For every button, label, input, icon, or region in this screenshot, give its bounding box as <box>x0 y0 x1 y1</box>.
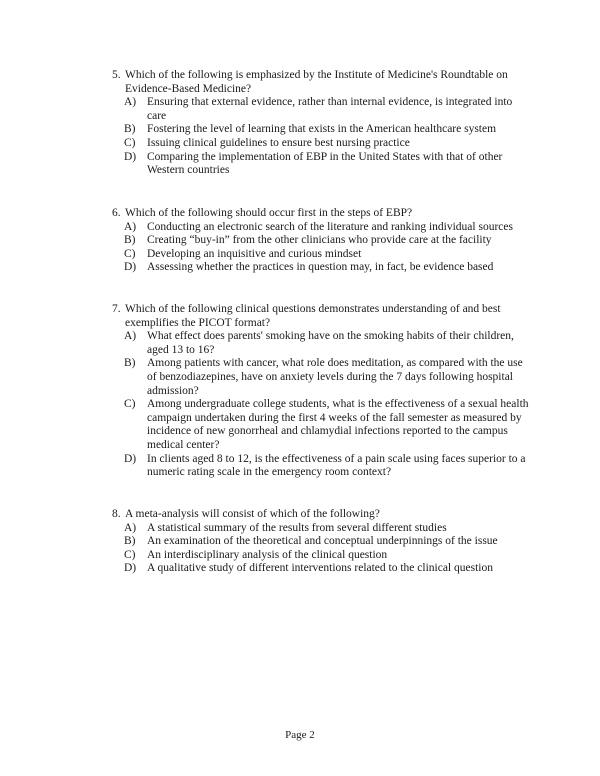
option-letter: C) <box>124 548 136 561</box>
option-text: Among undergraduate college students, what is the effectiveness of a sexual health campaign undertaken during the first 4 weeks of the fall semester as measured by incidence of new gonorrheal and chlamydial infections reported to the campus medical center? <box>147 398 529 451</box>
question-text: Which of the following should occur first in the steps of EBP? <box>125 207 413 219</box>
option-letter: B) <box>124 357 136 370</box>
question-number: 5. <box>112 69 121 81</box>
answer-option-b <box>124 123 532 137</box>
option-letter: C) <box>124 136 136 149</box>
option-text: Developing an inquisitive and curious mindset <box>147 247 362 260</box>
answer-option-a <box>124 221 532 235</box>
option-text: Creating “buy-in” from the other clinicians who provide care at the facility <box>147 234 492 247</box>
answer-option-d <box>124 453 532 480</box>
question-stem <box>112 69 532 96</box>
question-text: Which of the following clinical questions demonstrates understanding of and best exemplifies the PICOT format? <box>125 303 501 329</box>
answer-options <box>112 330 532 480</box>
option-letter: A) <box>124 96 137 109</box>
answer-option-c <box>124 137 532 151</box>
answer-option-a <box>124 96 532 123</box>
option-text: Among patients with cancer, what role does meditation, as compared with the use of benzodiazepines, have on anxiety levels during the 7 days following hospital admission? <box>147 357 523 397</box>
answer-option-c <box>124 549 532 563</box>
question-number: 8. <box>112 508 121 520</box>
option-text: An interdisciplinary analysis of the clinical question <box>147 548 388 561</box>
answer-option-a <box>124 522 532 536</box>
option-text: Issuing clinical guidelines to ensure best nursing practice <box>147 136 410 149</box>
question-stem <box>112 207 532 221</box>
answer-option-a <box>124 330 532 357</box>
answer-option-c <box>124 248 532 262</box>
answer-option-d <box>124 151 532 178</box>
question-text: A meta-analysis will consist of which of the following? <box>125 508 380 520</box>
option-letter: A) <box>124 330 137 343</box>
option-letter: D) <box>124 261 137 274</box>
answer-options <box>112 221 532 275</box>
answer-option-b <box>124 535 532 549</box>
option-letter: A) <box>124 521 137 534</box>
option-text: A qualitative study of different interventions related to the clinical question <box>147 562 493 575</box>
question-stem <box>112 303 532 330</box>
question-number: 7. <box>112 303 121 315</box>
option-letter: C) <box>124 247 136 260</box>
page-number: Page 2 <box>285 729 315 741</box>
question-stem <box>112 508 532 522</box>
option-letter: B) <box>124 234 136 247</box>
option-text: An examination of the theoretical and conceptual underpinnings of the issue <box>147 535 498 548</box>
option-letter: D) <box>124 452 137 465</box>
answer-option-b <box>124 357 532 398</box>
answer-option-d <box>124 261 532 275</box>
question-5 <box>112 69 532 178</box>
option-text: Ensuring that external evidence, rather than internal evidence, is integrated into care <box>147 96 513 122</box>
question-6 <box>112 207 532 275</box>
question-number: 6. <box>112 207 121 219</box>
option-letter: D) <box>124 562 137 575</box>
option-letter: B) <box>124 123 136 136</box>
question-8 <box>112 508 532 576</box>
answer-option-b <box>124 234 532 248</box>
question-7 <box>112 303 532 480</box>
option-text: Comparing the implementation of EBP in the United States with that of other Western countries <box>147 150 503 177</box>
option-letter: D) <box>124 150 137 163</box>
option-text: Conducting an electronic search of the literature and ranking individual sources <box>147 220 513 233</box>
answer-option-d <box>124 562 532 576</box>
option-text: What effect does parents' smoking have on the smoking habits of their children, aged 13 to 16? <box>147 330 514 356</box>
option-letter: A) <box>124 220 137 233</box>
answer-options <box>112 522 532 576</box>
answer-option-c <box>124 398 532 452</box>
option-letter: C) <box>124 398 136 411</box>
answer-options <box>112 96 532 178</box>
option-text: In clients aged 8 to 12, is the effectiveness of a pain scale using faces superior to a numeric rating scale in the emergency room context? <box>147 452 526 479</box>
question-text: Which of the following is emphasized by the Institute of Medicine's Roundtable on Evidence-Based Medicine? <box>125 69 508 95</box>
option-text: Fostering the level of learning that exists in the American healthcare system <box>147 123 497 136</box>
option-text: Assessing whether the practices in question may, in fact, be evidence based <box>147 261 494 274</box>
option-letter: B) <box>124 535 136 548</box>
option-text: A statistical summary of the results from several different studies <box>147 521 447 534</box>
